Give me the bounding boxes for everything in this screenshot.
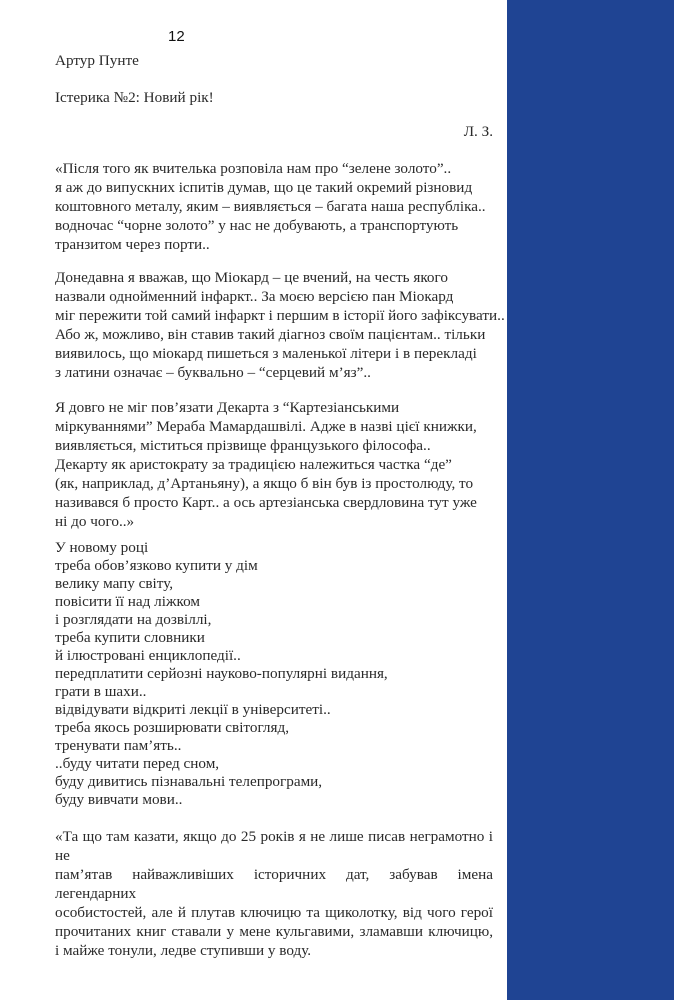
text-line: називався б просто Карт.. а ось артезіанська свердловина тут уже	[55, 494, 477, 511]
title-text: Істерика №2: Новий рік!	[55, 89, 214, 106]
text-line: з латини означає – буквально – “серцевий м’яз”..	[55, 364, 371, 381]
text-line: назвали однойменний інфаркт.. За моєю версією пан Міокард	[55, 288, 454, 305]
dedication-text: Л. З.	[463, 123, 493, 140]
author-text: Артур Пунте	[55, 52, 139, 69]
paragraph-1	[55, 159, 493, 254]
poem	[55, 539, 493, 809]
text-line: Декарту як аристократу за традицією належиться частка “де”	[55, 456, 452, 473]
text-line: треба купити словники	[55, 629, 205, 646]
text-line: виявилось, що міокард пишеться з маленької літери і в перекладі	[55, 345, 477, 362]
dedication	[55, 122, 493, 141]
text-line: треба якось розширювати світогляд,	[55, 719, 289, 736]
text-line: «Та що там казати, якщо до 25 років я не лише писав неграмотно і не	[55, 828, 493, 864]
text-line: міркуваннями” Мераба Мамардашвілі. Адже в назві цієї книжки,	[55, 418, 477, 435]
text-line: транзитом через порти..	[55, 236, 210, 253]
text-line: У новому році	[55, 539, 149, 556]
text-line: міг пережити той самий інфаркт і першим в історії його зафіксувати..	[55, 307, 505, 324]
page-title	[55, 88, 493, 107]
paragraph-2	[55, 268, 505, 382]
text-line: і розглядати на дозвіллі,	[55, 611, 212, 628]
text-line: (як, наприклад, д’Артаньяну), а якщо б він був із простолюду, то	[55, 475, 474, 492]
text-line: ..буду читати перед сном,	[55, 755, 220, 772]
text-line: особистостей, але й плутав ключицю та щиколотку, від чого герої	[55, 904, 493, 921]
text-line: відвідувати відкриті лекції в університеті..	[55, 701, 331, 718]
text-line: коштовного металу, яким – виявляється – багата наша республіка..	[55, 198, 486, 215]
text-line: буду вивчати мови..	[55, 791, 183, 808]
text-line: передплатити серйозні науково-популярні видання,	[55, 665, 388, 682]
text-line: буду дивитись пізнавальні телепрограми,	[55, 773, 323, 790]
final-paragraph	[55, 827, 493, 960]
text-line: Донедавна я вважав, що Міокард – це вчений, на честь якого	[55, 269, 448, 286]
text-line: ні до чого..»	[55, 513, 135, 530]
text-line: треба обов’язково купити у дім	[55, 557, 258, 574]
page-number: 12	[168, 28, 185, 45]
text-line: Я довго не міг пов’язати Декарта з “Картезіанськими	[55, 399, 400, 416]
blue-side-panel	[507, 0, 674, 1000]
text-line: грати в шахи..	[55, 683, 147, 700]
text-line: я аж до випускних іспитів думав, що це такий окремий різновид	[55, 179, 473, 196]
paragraph-3	[55, 398, 493, 531]
text-line: пам’ятав найважливіших історичних дат, забував імена легендарних	[55, 866, 493, 902]
text-line: прочитаних книг ставали у мене кульгавими, зламавши ключицю,	[55, 923, 493, 940]
text-line: Або ж, можливо, він ставив такий діагноз своїм пацієнтам.. тільки	[55, 326, 486, 343]
text-line: і майже тонули, ледве ступивши у воду.	[55, 942, 312, 959]
text-line: й ілюстровані енциклопедії..	[55, 647, 241, 664]
text-line: водночас “чорне золото” у нас не добувають, а транспортують	[55, 217, 459, 234]
text-line: виявляється, міститься прізвище французького філософа..	[55, 437, 431, 454]
author	[55, 51, 493, 70]
text-line: повісити її над ліжком	[55, 593, 200, 610]
text-line: велику мапу світу,	[55, 575, 174, 592]
text-line: «Після того як вчителька розповіла нам про “зелене золото”..	[55, 160, 452, 177]
text-line: тренувати пам’ять..	[55, 737, 182, 754]
